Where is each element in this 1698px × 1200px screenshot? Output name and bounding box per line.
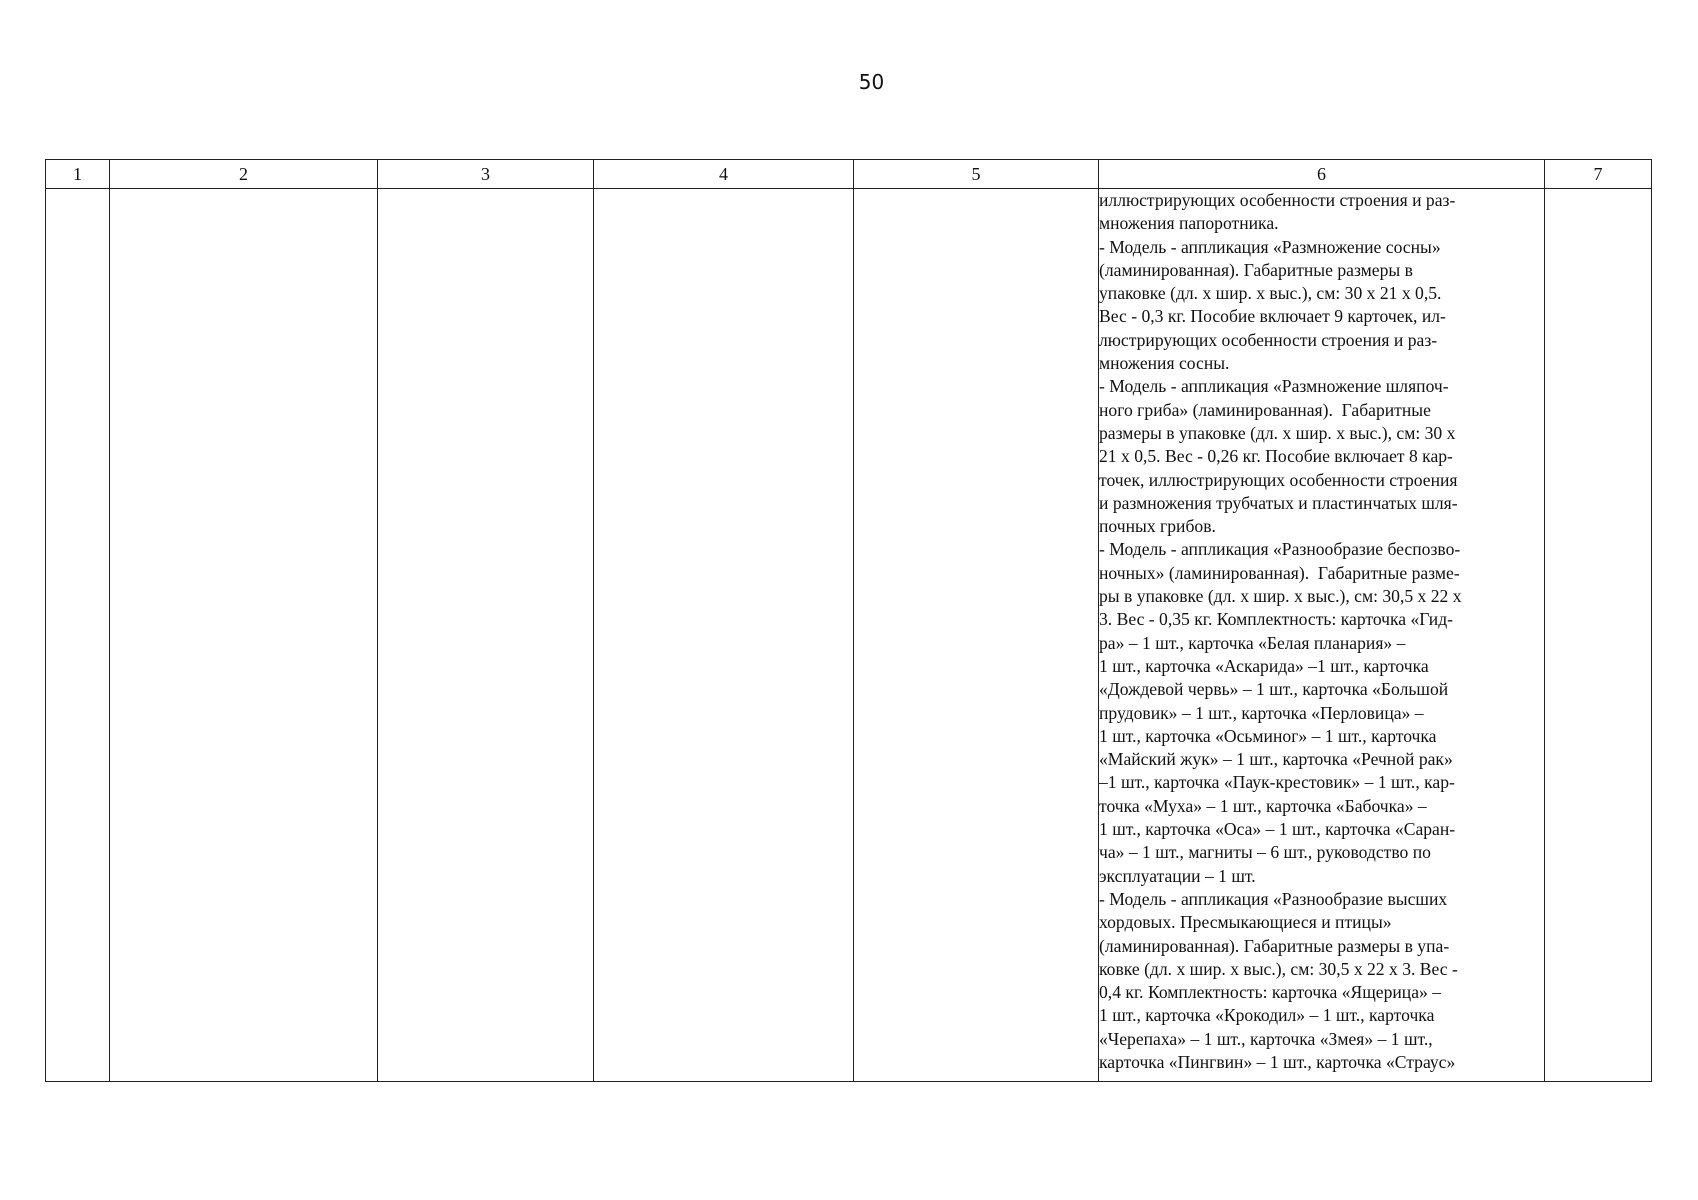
description-line: ры в упаковке (дл. х шир. х выс.), см: 30,5 х 22 х <box>1099 586 1462 607</box>
description-line: 0,4 кг. Комплектность: карточка «Ящерица» – <box>1099 982 1441 1003</box>
description-line: 1 шт., карточка «Осьминог» – 1 шт., карточка <box>1099 725 1437 746</box>
description-line: карточка «Пингвин» – 1 шт., карточка «Страус» <box>1099 1051 1456 1072</box>
description-line: - Модель - аппликация «Размножение шляпоч- <box>1099 376 1449 397</box>
description-line: - Модель - аппликация «Разнообразие высших <box>1099 888 1448 909</box>
cell-col-2 <box>110 189 378 1082</box>
description-line: «Черепаха» – 1 шт., карточка «Змея» – 1 шт., <box>1099 1028 1433 1049</box>
description-line: размеры в упаковке (дл. х шир. х выс.), см: 30 х <box>1099 422 1456 443</box>
description-line: 21 х 0,5. Вес - 0,26 кг. Пособие включает 8 кар- <box>1099 446 1453 467</box>
description-line: точек, иллюстрирующих особенности строения <box>1099 469 1458 490</box>
column-header-4: 4 <box>594 160 854 189</box>
description-line: почных грибов. <box>1099 516 1216 537</box>
specification-table <box>45 159 1652 1082</box>
description-line: хордовых. Пресмыкающиеся и птицы» <box>1099 912 1392 933</box>
description-line: 3. Вес - 0,35 кг. Комплектность: карточка «Гид- <box>1099 609 1454 630</box>
description-line: ночных» (ламинированная). Габаритные разме- <box>1099 562 1460 583</box>
description-line: –1 шт., карточка «Паук-крестовик» – 1 шт., кар- <box>1099 772 1455 793</box>
description-line: 1 шт., карточка «Аскарида» –1 шт., карточка <box>1099 655 1429 676</box>
description-line: «Майский жук» – 1 шт., карточка «Речной рак» <box>1099 749 1453 770</box>
description-line: множения папоротника. <box>1099 213 1279 234</box>
header-row <box>46 160 1652 189</box>
description-line: - Модель - аппликация «Разнообразие беспозво- <box>1099 539 1461 560</box>
column-header-3: 3 <box>378 160 594 189</box>
cell-col-5 <box>854 189 1099 1082</box>
description-text <box>1099 189 1544 1074</box>
cell-col-1 <box>46 189 110 1082</box>
description-line: эксплуатации – 1 шт. <box>1099 865 1256 886</box>
table-row <box>46 189 1652 1082</box>
description-line: ного гриба» (ламинированная). Габаритные <box>1099 399 1431 420</box>
cell-col-3 <box>378 189 594 1082</box>
description-line: Вес - 0,3 кг. Пособие включает 9 карточек, ил- <box>1099 306 1446 327</box>
description-line: упаковке (дл. х шир. х выс.), см: 30 х 21 х 0,5. <box>1099 283 1442 304</box>
cell-col-7 <box>1545 189 1652 1082</box>
column-header-2: 2 <box>110 160 378 189</box>
column-header-1: 1 <box>46 160 110 189</box>
description-line: ра» – 1 шт., карточка «Белая планария» – <box>1099 632 1406 653</box>
description-line: люстрирующих особенности строения и раз- <box>1099 329 1438 350</box>
column-header-7: 7 <box>1545 160 1652 189</box>
column-header-6: 6 <box>1099 160 1545 189</box>
description-line: прудовик» – 1 шт., карточка «Перловица» – <box>1099 702 1424 723</box>
description-line: (ламинированная). Габаритные размеры в <box>1099 259 1413 280</box>
cell-col-4 <box>594 189 854 1082</box>
description-line: «Дождевой червь» – 1 шт., карточка «Большой <box>1099 679 1449 700</box>
description-line: ча» – 1 шт., магниты – 6 шт., руководство по <box>1099 842 1431 863</box>
description-line: 1 шт., карточка «Крокодил» – 1 шт., карточка <box>1099 1005 1435 1026</box>
cell-col-6-description <box>1099 189 1545 1082</box>
description-line: 1 шт., карточка «Оса» – 1 шт., карточка «Саран- <box>1099 819 1456 840</box>
description-line: иллюстрирующих особенности строения и раз- <box>1099 190 1456 210</box>
page-number: 50 <box>858 70 885 94</box>
description-line: и размножения трубчатых и пластинчатых шля- <box>1099 492 1458 513</box>
description-line: (ламинированная). Габаритные размеры в упа- <box>1099 935 1450 956</box>
column-header-5: 5 <box>854 160 1099 189</box>
description-line: множения сосны. <box>1099 353 1230 374</box>
description-line: - Модель - аппликация «Размножение сосны» <box>1099 236 1441 257</box>
description-line: ковке (дл. х шир. х выс.), см: 30,5 х 22 х 3. Вес - <box>1099 958 1458 979</box>
description-line: точка «Муха» – 1 шт., карточка «Бабочка» – <box>1099 795 1427 816</box>
